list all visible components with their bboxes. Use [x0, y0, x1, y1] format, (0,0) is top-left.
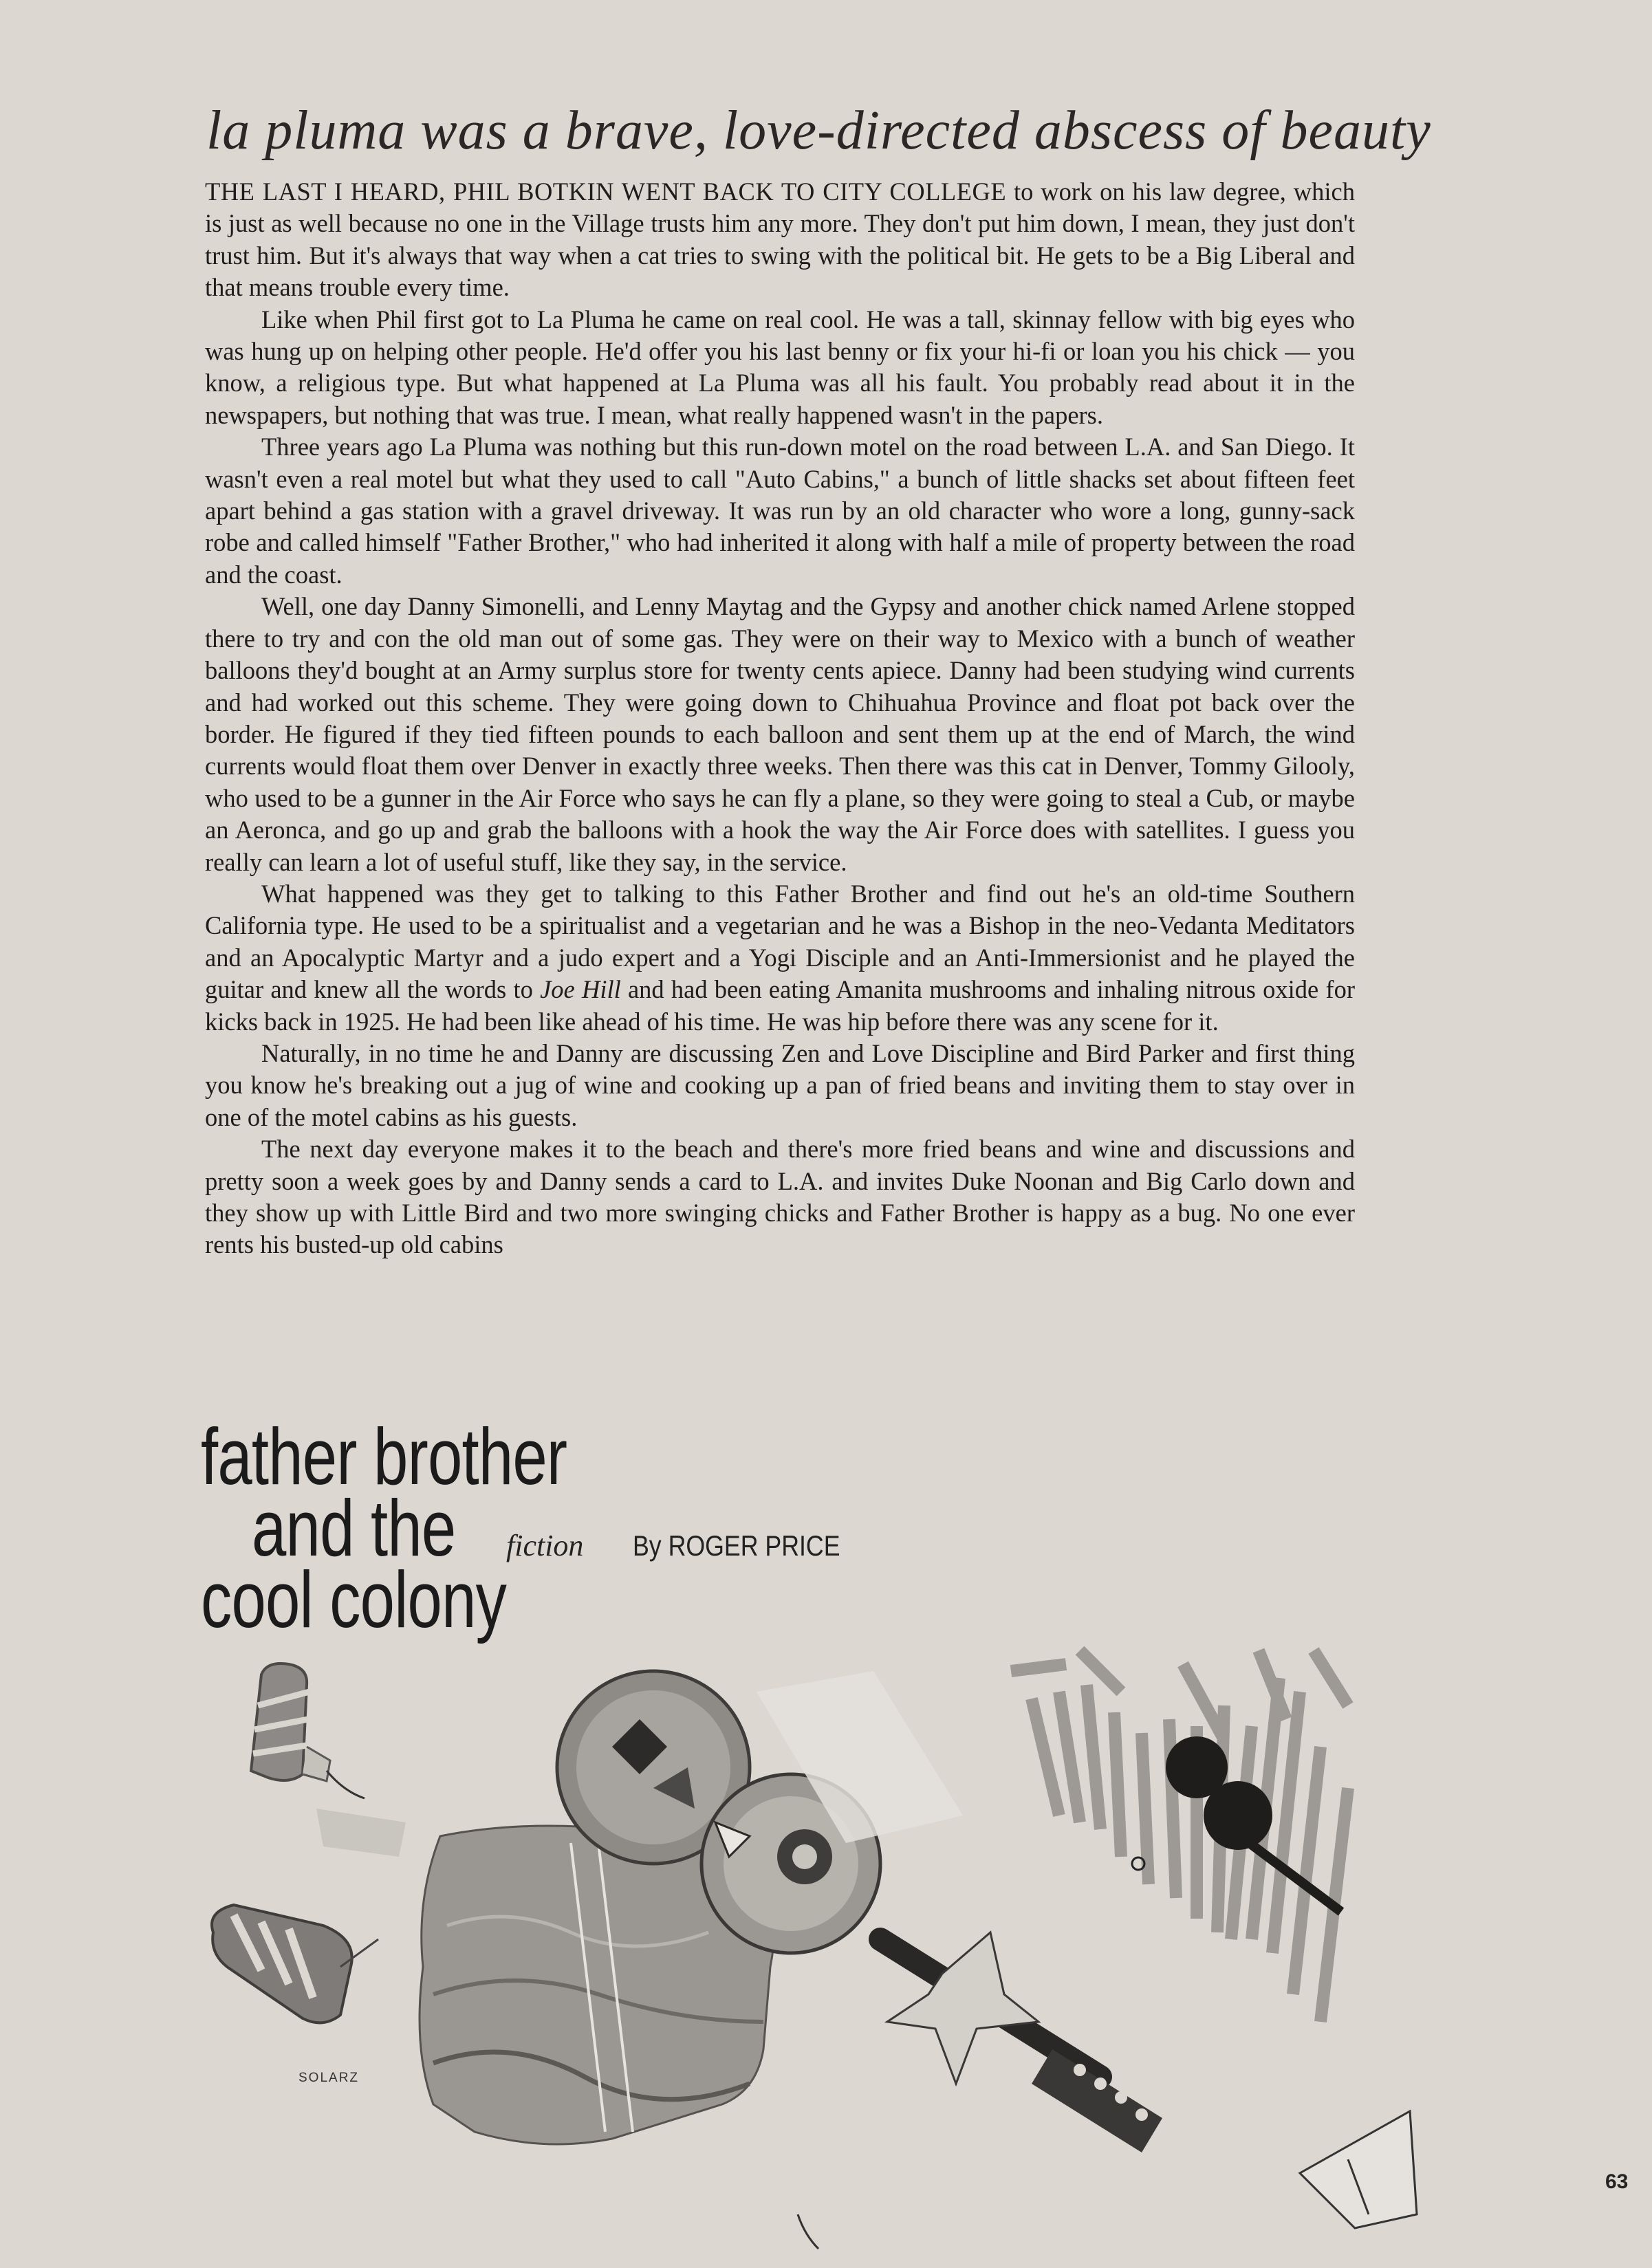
collage-illustration: [186, 1609, 1465, 2256]
guitar-illustration: [880, 1932, 1162, 2152]
artist-credit: SOLARZ: [298, 2071, 360, 2085]
article-headline: la pluma was a brave, love-directed abscess of beauty: [206, 100, 1431, 161]
page-number: 63: [1605, 2170, 1629, 2193]
stroke-mark: [798, 2214, 818, 2249]
beard-illustration: [1011, 1650, 1348, 2022]
paragraph-1-text: to work on his law degree, which is just as well because no one in the Village trusts him any more. They don't put him down, I mean, they just don't trust him. But it's always that way when a cat tries to swing with the political bit. He gets to be a Big Liberal and that means trouble every time.: [205, 177, 1355, 302]
paragraph-5-text-a: What happened was they get to talking to this Father Brother and find out he's an old-time Southern California type. He used to be a spiritualist and a vegetarian and he was a Bishop in the neo-Vedanta Meditators and an Apocalyptic Martyr and a judo expert and a Yogi Disciple and an Anti-Immersionist and he played the guitar and knew all the words to: [205, 879, 1355, 1004]
song-title: Joe Hill: [540, 975, 621, 1004]
paragraph-1: [205, 176, 1355, 304]
sandal-upper-illustration: [251, 1664, 365, 1798]
lead-in: THE LAST I HEARD, PHIL BOTKIN WENT BACK TO CITY COLLEGE: [205, 177, 1007, 206]
paragraph-7: The next day everyone makes it to the beach and there's more fried beans and wine and discussions and pretty soon a week goes by and Danny sends a card to L.A. and invites Duke Noonan and Big Carlo down and they show up with Little Bird and two more swinging chicks and Father Brother is happy as a bug. No one ever rents his busted-up old cabins: [205, 1135, 1355, 1259]
sandal-lower-illustration: [212, 1905, 378, 2022]
paragraph-5-text-b: and had been eating Amanita mushrooms and inhaling nitrous oxide for kicks back in 1925. He had been like ahead of his time. He was hip before there was any scene for it.: [205, 975, 1355, 1036]
title-line-3: cool colony: [201, 1555, 507, 1644]
title-line-2: and the: [252, 1483, 456, 1573]
paper-triangle-illustration: [1300, 2111, 1417, 2228]
paragraph-4: Well, one day Danny Simonelli, and Lenny Maytag and the Gypsy and another chick named Arlene stopped there to try and con the old man out of some gas. They were on their way to Mexico with a bunch of weather balloons they'd bought at an Army surplus store for twenty cents apiece. Danny had been studying wind currents and had worked out this scheme. They were going down to Chihuahua Province and float pot back over the border. He figured if they tied fifteen pounds to each balloon and sent them up at the end of March, the wind currents would float them over Denver in exactly three weeks. Then there was this cat in Denver, Tommy Gilooly, who used to be a gunner in the Air Force who says he can fly a plane, so they were going to steal a Cub, or maybe an Aeronca, and go up and grab the balloons with a hook the way the Air Force does with satellites. I guess you really can learn a lot of useful stuff, like they say, in the service.: [205, 592, 1355, 876]
paragraph-2: Like when Phil first got to La Pluma he came on real cool. He was a tall, skinnay fellow with big eyes who was hung up on helping other people. He'd offer you his last benny or fix your hi-fi or loan you his chick — you know, a religious type. But what happened at La Pluma was all his fault. You probably read about it in the newspapers, but nothing that was true. I mean, what really happened wasn't in the papers.: [205, 305, 1355, 429]
paragraph-3: Three years ago La Pluma was nothing but this run-down motel on the road between L.A. and San Diego. It wasn't even a real motel but what they used to call "Auto Cabins," a bunch of little shacks set about fifteen feet apart behind a gas station with a gravel driveway. It was run by an old character who wore a long, gunny-sack robe and called himself "Father Brother," who had inherited it along with half a mile of property between the road and the coast.: [205, 433, 1355, 589]
author-byline: By ROGER PRICE: [633, 1529, 840, 1562]
paragraph-5: [205, 878, 1355, 1038]
genre-label: fiction: [506, 1529, 584, 1562]
leg-shape: [316, 1809, 406, 1857]
title-line-1: father brother: [201, 1412, 567, 1501]
paragraph-6: Naturally, in no time he and Danny are discussing Zen and Love Discipline and Bird Parker and first thing you know he's breaking out a jug of wine and cooking up a pan of fried beans and inviting them to stay over in one of the motel cabins as his guests.: [205, 1038, 1355, 1131]
article-body: [205, 176, 1355, 1261]
